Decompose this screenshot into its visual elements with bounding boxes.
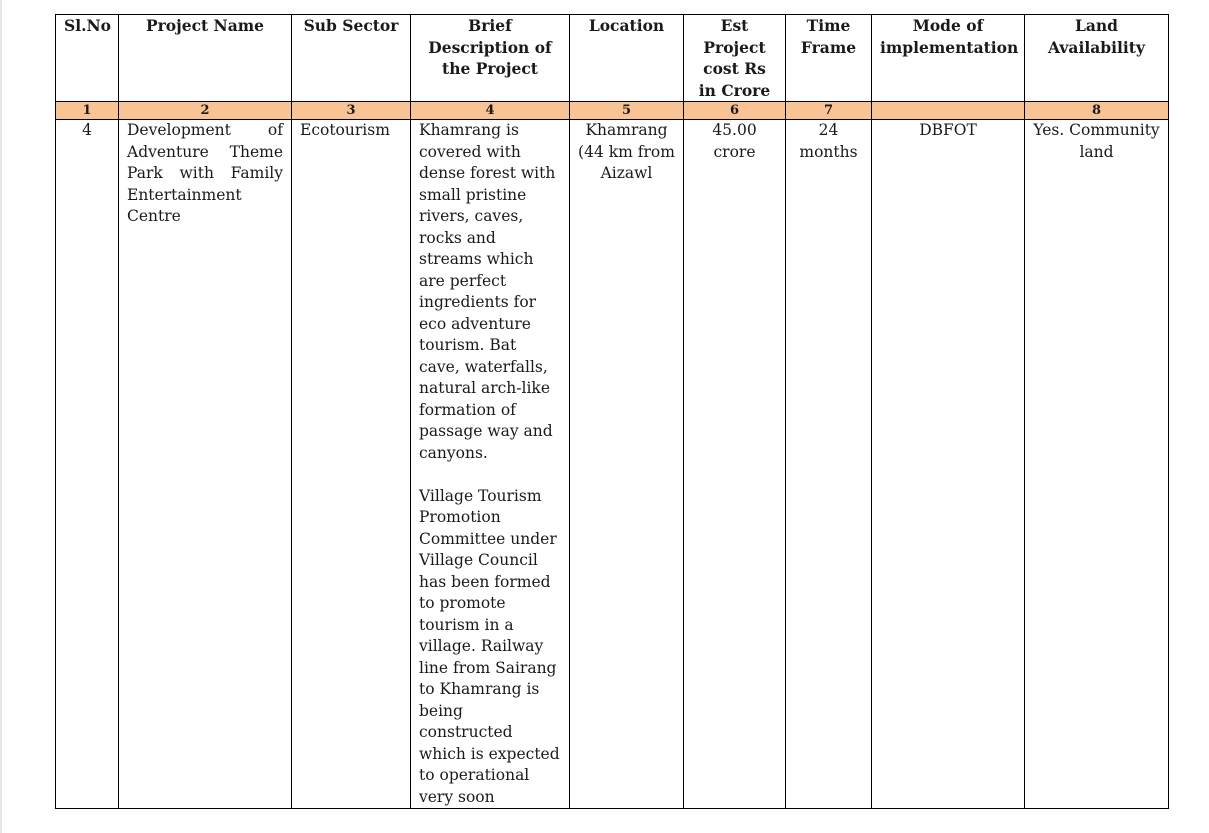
header-sl-no: Sl.No [56,15,119,102]
column-number: 5 [570,102,684,120]
cell-project-name: Development of Adventure Theme Park with Family Entertainment Centre [119,120,292,809]
header-est-cost: Est Project cost Rs in Crore [684,15,786,102]
page-edge [0,0,2,833]
header-mode: Mode of implementation [872,15,1025,102]
column-number: 4 [411,102,570,120]
column-number: 3 [292,102,411,120]
description-paragraph: Village Tourism Promotion Committee under Village Council has been formed to promote tourism in a village. Railway line from Sairang to Khamrang is being constructed which is expected to operational very soon [419,486,560,806]
column-number: 1 [56,102,119,120]
cell-sl-no: 4 [56,120,119,809]
column-number: 8 [1025,102,1169,120]
column-number: 6 [684,102,786,120]
header-time-frame: Time Frame [786,15,872,102]
header-description: Brief Description of the Project [411,15,570,102]
project-table [55,14,1169,809]
header-location: Location [570,15,684,102]
column-number-row [56,102,1169,120]
header-project-name: Project Name [119,15,292,102]
cell-land: Yes. Community land [1025,120,1169,809]
table-row [56,120,1169,809]
header-land: Land Availability [1025,15,1169,102]
description-paragraph: Khamrang is covered with dense forest with small pristine rivers, caves, rocks and streams which are perfect ingredients for eco adventure tourism. Bat cave, waterfalls, natural arch-like formation of passage way and canyons. [419,121,556,462]
cell-description [411,120,570,809]
cell-mode: DBFOT [872,120,1025,809]
cell-sub-sector: Ecotourism [292,120,411,809]
column-number: 7 [786,102,872,120]
column-number [872,102,1025,120]
column-number: 2 [119,102,292,120]
cell-time-frame: 24 months [786,120,872,809]
cell-location: Khamrang (44 km from Aizawl [570,120,684,809]
cell-est-cost: 45.00 crore [684,120,786,809]
header-sub-sector: Sub Sector [292,15,411,102]
header-row [56,15,1169,102]
